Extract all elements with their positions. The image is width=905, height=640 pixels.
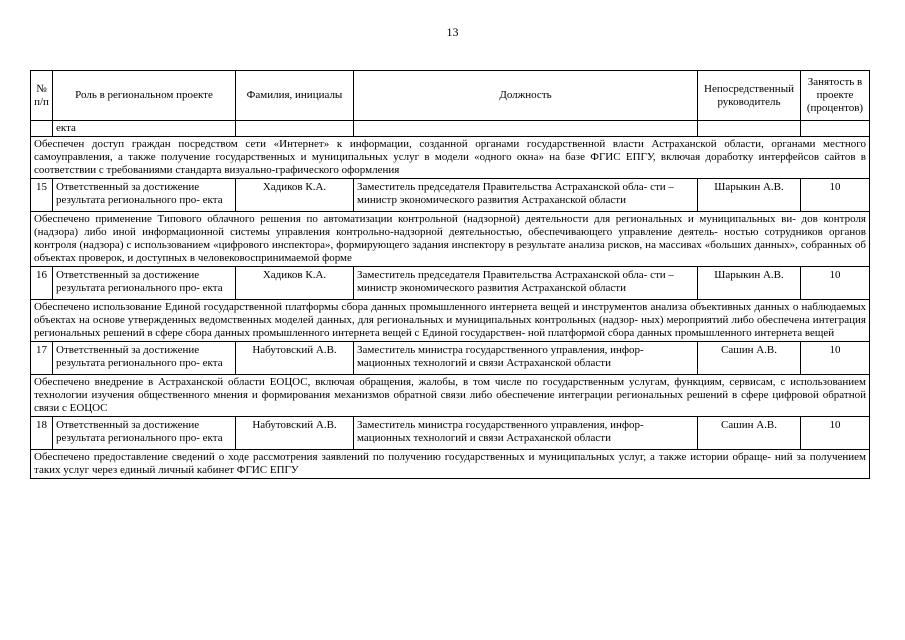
- result-note: Обеспечен доступ граждан посредством сети «Интернет» к информации, созданной органами государственной власти Астраханской области, органами местного самоуправления, а также получение государственных и муниципальных услуг в модели «одного окна» на базе ФГИС ЕПГУ, включая доработку интерфейсов сайтов в соответствии с требованиями стандарта визуально-графического оформления: [31, 137, 870, 179]
- row-supervisor: Шарыкин А.В.: [698, 179, 801, 212]
- page-number: 13: [446, 25, 459, 39]
- row-role: Ответственный за достижение результата регионального про- екта: [53, 342, 236, 375]
- header-load: Занятость в проекте (процентов): [801, 71, 870, 121]
- row-number: 17: [31, 342, 53, 375]
- result-note-row: [31, 300, 870, 342]
- row-number: 18: [31, 417, 53, 450]
- row-role: Ответственный за достижение результата регионального про- екта: [53, 267, 236, 300]
- continuation-row: [31, 121, 870, 137]
- continuation-num-cell: [31, 121, 53, 137]
- row-position: Заместитель председателя Правительства Астраханской обла- сти – министр экономического развития Астраханской области: [354, 267, 698, 300]
- table-row: [31, 417, 870, 450]
- table-row: [31, 179, 870, 212]
- row-load: 10: [801, 179, 870, 212]
- continuation-empty-cell: [354, 121, 698, 137]
- result-note-row: [31, 137, 870, 179]
- row-number: 15: [31, 179, 53, 212]
- header-role: Роль в региональном проекте: [53, 71, 236, 121]
- result-note: Обеспечено использование Единой государственной платформы сбора данных промышленного интернета вещей и инструментов анализа объективных данных о наблюдаемых объектах на основе утвержденных ведомственных моделей данных, для региональных и муниципальных контрольных (надзор- ных) мероприятий либо обеспечена интеграция региональных решений в сфере сбора данных промышленного интернета вещей с Единой государствен- ной платформой сбора данных промышленного интернета вещей: [31, 300, 870, 342]
- row-name: Набутовский А.В.: [236, 417, 354, 450]
- row-role: Ответственный за достижение результата регионального про- екта: [53, 417, 236, 450]
- final-result-note: Обеспечено предоставление сведений о ходе рассмотрения заявлений по получению государственных и муниципальных услуг, а также истории обраще- ний за получением таких услуг через единый личный кабинет ФГИС ЕПГУ: [31, 450, 870, 479]
- row-supervisor: Сашин А.В.: [698, 342, 801, 375]
- header-name: Фамилия, инициалы: [236, 71, 354, 121]
- header-supervisor: Непосредственный руководитель: [698, 71, 801, 121]
- team-table: [30, 70, 870, 479]
- row-position: Заместитель министра государственного управления, инфор- мационных технологий и связи Астраханской области: [354, 342, 698, 375]
- table-row: [31, 342, 870, 375]
- header-num: № п/п: [31, 71, 53, 121]
- continuation-empty-cell: [801, 121, 870, 137]
- continuation-empty-cell: [236, 121, 354, 137]
- result-note-row: [31, 450, 870, 479]
- result-note-row: [31, 212, 870, 267]
- result-note-row: [31, 375, 870, 417]
- continuation-text: екта: [53, 121, 236, 137]
- row-role: Ответственный за достижение результата регионального про- екта: [53, 179, 236, 212]
- table-row: [31, 267, 870, 300]
- row-load: 10: [801, 417, 870, 450]
- row-position: Заместитель председателя Правительства Астраханской обла- сти – министр экономического развития Астраханской области: [354, 179, 698, 212]
- row-name: Хадиков К.А.: [236, 179, 354, 212]
- row-load: 10: [801, 267, 870, 300]
- header-position: Должность: [354, 71, 698, 121]
- row-name: Набутовский А.В.: [236, 342, 354, 375]
- row-supervisor: Сашин А.В.: [698, 417, 801, 450]
- row-number: 16: [31, 267, 53, 300]
- result-note: Обеспечено применение Типового облачного решения по автоматизации контрольной (надзорной) деятельности для региональных и муниципальных ви- дов контроля (надзора) либо иной информационной системы управления контрольно-надзорной деятельностью, обеспечивающего управление деятель- ностью сотрудников органов контроля (надзора) с использованием «цифрового инспектора», формирующего задания инспектору в результате анализа рисков, на массивах «больших данных», собранных об объектах проверок, и доступных в человековоспринимаемой форме: [31, 212, 870, 267]
- result-note: Обеспечено внедрение в Астраханской области ЕОЦОС, включая обращения, жалобы, в том числе по государственным услугам, функциям, сервисам, с использованием технологии изучения общественного мнения и формирования механизмов обратной связи либо обеспечение интеграции региональных решений в сфере цифровой обратной связи с ЕОЦОС: [31, 375, 870, 417]
- row-position: Заместитель министра государственного управления, инфор- мационных технологий и связи Астраханской области: [354, 417, 698, 450]
- table-header-row: [31, 71, 870, 121]
- row-name: Хадиков К.А.: [236, 267, 354, 300]
- row-supervisor: Шарыкин А.В.: [698, 267, 801, 300]
- row-load: 10: [801, 342, 870, 375]
- continuation-empty-cell: [698, 121, 801, 137]
